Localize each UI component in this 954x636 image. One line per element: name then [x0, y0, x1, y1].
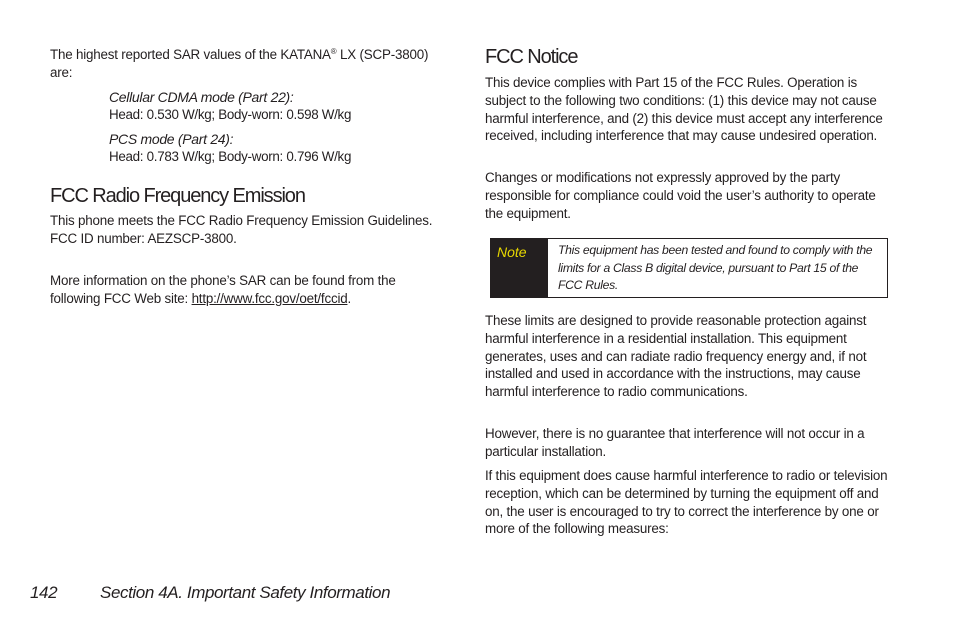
notice-paragraph-compliance: This device complies with Part 15 of the FCC Rules. Operation is subject to the following two conditions: (1) this device may not cause harmful interference, and (2) this device must accept any interference received, including interference that may cause undesired operation.	[485, 75, 883, 144]
sar-intro-model: LX (SCP-3800) are:	[50, 47, 429, 80]
notice-paragraph-measures: If this equipment does cause harmful interference to radio or television reception, which can be determined by turning the equipment off and on, the user is encouraged to try to correct the interference by one or more of the following measures:	[485, 468, 888, 537]
rf-sar-info-paragraph	[50, 272, 442, 308]
note-box	[490, 238, 888, 298]
cdma-sar-values: Head: 0.530 W/kg; Body-worn: 0.598 W/kg	[109, 107, 352, 122]
page-footer	[30, 582, 390, 604]
pcs-mode-block	[109, 130, 442, 166]
rf-sar-info-text: More information on the phone’s SAR can be found from the following FCC Web site:	[50, 273, 396, 306]
section-title: Section 4A. Important Safety Information	[100, 583, 391, 602]
notice-paragraph-no-guarantee: However, there is no guarantee that interference will not occur in a particular installation.	[485, 426, 865, 459]
page-number: 142	[30, 583, 58, 602]
sar-intro	[50, 46, 442, 82]
note-text: This equipment has been tested and found to comply with the limits for a Class B digital device, pursuant to Part 15 of the FCC Rules.	[558, 243, 873, 292]
rf-emission-heading: FCC Radio Frequency Emission	[50, 185, 305, 207]
rf-guidelines-paragraph	[50, 212, 442, 248]
fcc-id-text: FCC ID number: AEZSCP-3800.	[50, 230, 237, 246]
cdma-mode-block	[109, 88, 442, 124]
pcs-sar-values: Head: 0.783 W/kg; Body-worn: 0.796 W/kg	[109, 149, 352, 164]
notice-paragraph-limits: These limits are designed to provide reasonable protection against harmful interference in a residential installation. This equipment generates, uses and can radiate radio frequency energy and, if not installed and used in accordance with the instructions, may cause harmful interference to radio communications.	[485, 313, 867, 400]
cdma-mode-title: Cellular CDMA mode (Part 22):	[109, 89, 294, 105]
fcc-notice-heading: FCC Notice	[485, 46, 578, 68]
sar-intro-text: The highest reported SAR values of the KATANA	[50, 47, 331, 62]
notice-paragraph-modifications: Changes or modifications not expressly approved by the party responsible for compliance could void the user’s authority to operate the equipment.	[485, 170, 876, 221]
note-label: Note	[491, 239, 548, 297]
pcs-mode-title: PCS mode (Part 24):	[109, 131, 234, 147]
registered-mark: ®	[330, 47, 337, 56]
fcc-website-link[interactable]: http://www.fcc.gov/oet/fccid	[191, 290, 348, 306]
rf-sar-info-end: .	[347, 290, 351, 306]
rf-guidelines-text: This phone meets the FCC Radio Frequency Emission Guidelines.	[50, 213, 433, 228]
